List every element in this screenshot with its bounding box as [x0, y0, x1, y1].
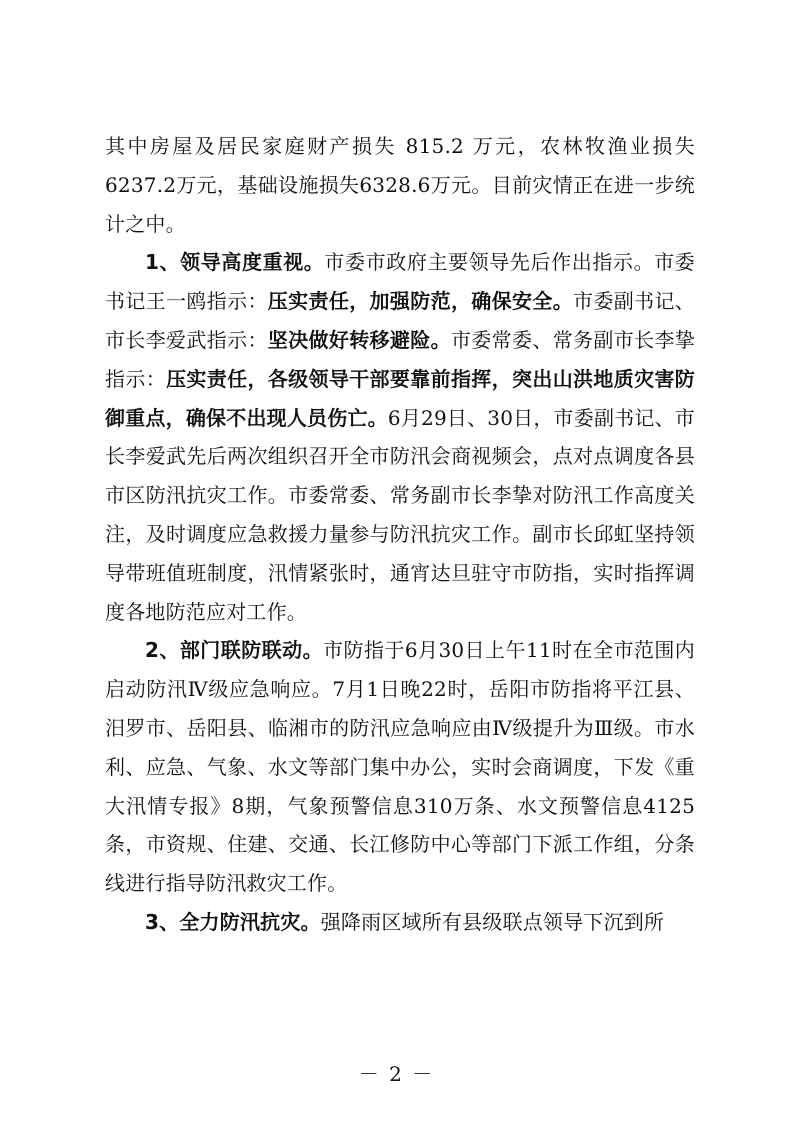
bold-text-run: 坚决做好转移避险。 — [267, 327, 451, 352]
paragraph — [105, 903, 695, 942]
bold-text-run: 2、部门联防联动。 — [145, 638, 324, 663]
text-run: 市防指于6月30日上午11时在全市范围内启动防汛Ⅳ级应急响应。7月1日晚22时，岳阳市防指将平江县、汨罗市、岳阳县、临湘市的防汛应急响应由Ⅳ级提升为Ⅲ级。市水利、应急、气象、水文等部门集中办公，实时会商调度，下发《重大汛情专报》8期，气象预警信息310万条、水文预警信息4125条，市资规、住建、交通、长江修防中心等部门下派工作组，分条线进行指导防汛救灾工作。 — [105, 638, 696, 896]
bold-text-run: 压实责任，加强防范，确保安全。 — [267, 289, 574, 314]
text-run: 市委常委、常务副市长李挚指示： — [105, 327, 695, 391]
paragraph — [105, 631, 695, 903]
text-run: 强降雨区域所有县级联点领导下沉到所 — [320, 909, 665, 934]
bold-text-run: 压实责任，各级领导干部要靠前指挥，突出山洪地质灾害防御重点，确保不出现人员伤亡。 — [105, 366, 696, 430]
page-number: － 2 － — [358, 1062, 435, 1086]
text-run: 其中房屋及居民家庭财产损失 815.2 万元，农林牧渔业损失6237.2万元，基础设施损失6328.6万元。目前灾情正在进一步统计之中。 — [105, 134, 695, 236]
bold-text-run: 3、全力防汛抗灾。 — [145, 909, 321, 934]
text-run: 市委副书记、市长李爱武指示： — [105, 289, 695, 352]
bold-text-run: 1、领导高度重视。 — [145, 250, 325, 275]
paragraph — [105, 243, 695, 631]
text-run: 市委市政府主要领导先后作出指示。市委书记王一鸥指示： — [105, 250, 695, 314]
document-body — [105, 127, 695, 942]
text-run: 6月29日、30日，市委副书记、市长李爱武先后两次组织召开全市防汛会商视频会，点对点调度各县市区防汛抗灾工作。市委常委、常务副市长李挚对防汛工作高度关注，及时调度应急救援力量参与防汛抗灾工作。副市长邱虹坚持领导带班值班制度，汛情紧张时，通宵达旦驻守市防指，实时指挥调度各地防范应对工作。 — [105, 405, 695, 624]
paragraph — [105, 127, 695, 243]
